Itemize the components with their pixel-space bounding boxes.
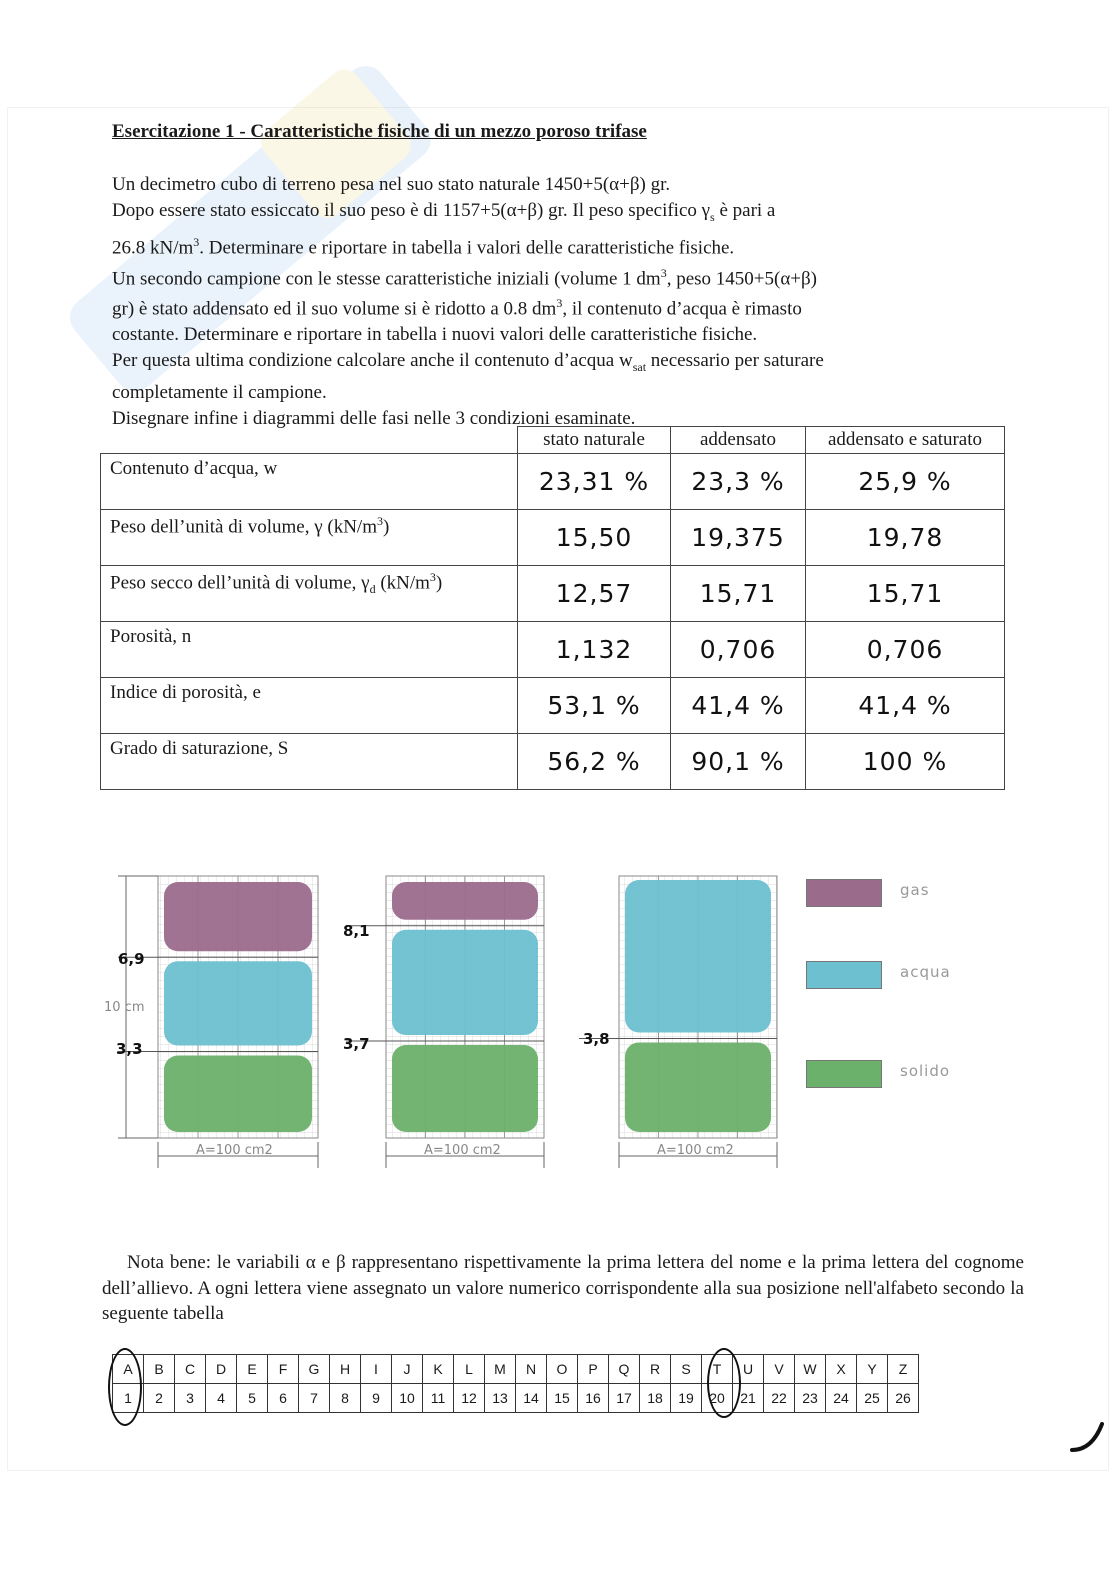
height-label: 10 cm <box>104 1000 145 1015</box>
handwritten-value: 53,1 % <box>518 678 671 734</box>
alphabet-letter: C <box>175 1355 206 1384</box>
alphabet-number: 9 <box>361 1384 392 1413</box>
water-phase <box>625 880 771 1032</box>
alphabet-letter: H <box>330 1355 361 1384</box>
row-label: Indice di porosità, e <box>101 678 518 734</box>
alphabet-number: 2 <box>144 1384 175 1413</box>
legend-label-water: acqua <box>900 963 951 981</box>
handwritten-value: 15,50 <box>518 510 671 566</box>
alphabet-letter: I <box>361 1355 392 1384</box>
row-label: Porosità, n <box>101 622 518 678</box>
properties-table <box>100 426 1005 790</box>
alphabet-number: 21 <box>733 1384 764 1413</box>
area-label: A=100 cm2 <box>196 1143 273 1158</box>
handwritten-value: 90,1 % <box>671 734 806 790</box>
alphabet-number: 19 <box>671 1384 702 1413</box>
alphabet-number: 7 <box>299 1384 330 1413</box>
alphabet-letter: A <box>113 1355 144 1384</box>
alphabet-letter: Y <box>857 1355 888 1384</box>
letters-row <box>113 1355 919 1384</box>
water-phase <box>392 930 538 1035</box>
alphabet-letter: Z <box>888 1355 919 1384</box>
table-row <box>101 622 1005 678</box>
text-line: Per questa ultima condizione calcolare anche il contenuto d’acqua $w_{sat}$ necessario per saturare <box>112 349 824 374</box>
handwritten-value: 23,31 % <box>518 454 671 510</box>
circle-mark-s <box>707 1348 741 1418</box>
alphabet-number: 15 <box>547 1384 578 1413</box>
alphabet-letter: D <box>206 1355 237 1384</box>
alphabet-number: 1 <box>113 1384 144 1413</box>
alphabet-letter: W <box>795 1355 826 1384</box>
checkmark-stroke <box>1068 1420 1108 1456</box>
alphabet-letter: U <box>733 1355 764 1384</box>
alphabet-number: 13 <box>485 1384 516 1413</box>
alphabet-number: 8 <box>330 1384 361 1413</box>
alphabet-letter: J <box>392 1355 423 1384</box>
handwritten-value: 100 % <box>806 734 1005 790</box>
legend-label-gas: gas <box>900 881 930 899</box>
alphabet-letter: X <box>826 1355 857 1384</box>
level-mark: 3,8 <box>583 1030 610 1048</box>
text-line: Dopo essere stato essiccato il suo peso è di 1157+5(α+β) gr. Il peso specifico $\gamma_s$ è pari a <box>112 199 776 224</box>
exercise-text <box>112 172 972 431</box>
area-label: A=100 cm2 <box>424 1143 501 1158</box>
handwritten-value: 0,706 <box>806 622 1005 678</box>
note-paragraph: Nota bene: le variabili α e β rappresentano rispettivamente la prima lettera del nome e la prima lettera del cognome dell’allievo. A ogni lettera viene assegnato un valore numerico corrispondente alla sua posizione nell'alfabeto secondo la seguente tabella <box>102 1252 1024 1324</box>
alphabet-number: 11 <box>423 1384 454 1413</box>
column-header: stato naturale <box>518 427 671 454</box>
handwritten-value: 15,71 <box>806 566 1005 622</box>
solid-phase <box>625 1042 771 1132</box>
level-mark: 6,9 <box>118 950 145 968</box>
table-row <box>101 566 1005 622</box>
handwritten-value: 15,71 <box>671 566 806 622</box>
alphabet-number: 17 <box>609 1384 640 1413</box>
handwritten-value: 0,706 <box>671 622 806 678</box>
alphabet-number: 5 <box>237 1384 268 1413</box>
exercise-title: Esercitazione 1 - Caratteristiche fisiche di un mezzo poroso trifase <box>112 121 647 142</box>
level-mark: 3,3 <box>116 1040 143 1058</box>
alphabet-letter: O <box>547 1355 578 1384</box>
legend-swatch-gas <box>806 879 882 907</box>
text-line: 26.8 $kN/m^3$. Determinare e riportare in tabella i valori delle caratteristiche fisiche. <box>112 234 735 259</box>
alphabet-letter: F <box>268 1355 299 1384</box>
text-line: gr) è stato addensato ed il suo volume si è ridotto a 0.8 $dm^3$, il contenuto d’acqua è rimasto <box>112 296 802 320</box>
column-header: addensato <box>671 427 806 454</box>
alphabet-number: 18 <box>640 1384 671 1413</box>
handwritten-value: 19,375 <box>671 510 806 566</box>
row-label: Contenuto d’acqua, w <box>101 454 518 510</box>
alphabet-letter: R <box>640 1355 671 1384</box>
level-mark: 3,7 <box>343 1035 370 1053</box>
area-label: A=100 cm2 <box>657 1143 734 1158</box>
handwritten-value: 41,4 % <box>806 678 1005 734</box>
alphabet-letter: Q <box>609 1355 640 1384</box>
level-mark: 8,1 <box>343 922 370 940</box>
alphabet-number: 23 <box>795 1384 826 1413</box>
handwritten-value: 56,2 % <box>518 734 671 790</box>
alphabet-letter: K <box>423 1355 454 1384</box>
alphabet-letter: E <box>237 1355 268 1384</box>
alphabet-letter: B <box>144 1355 175 1384</box>
text-line: Disegnare infine i diagrammi delle fasi nelle 3 condizioni esaminate. <box>112 407 636 429</box>
legend-swatch-solid <box>806 1060 882 1088</box>
alphabet-number: 4 <box>206 1384 237 1413</box>
alphabet-letter: N <box>516 1355 547 1384</box>
gas-phase <box>392 882 538 920</box>
text-line: Un secondo campione con le stesse caratteristiche iniziali (volume 1 $dm^3$, peso 1450+5(α+β) <box>112 265 818 289</box>
alphabet-letter: T <box>702 1355 733 1384</box>
table-row <box>101 510 1005 566</box>
alphabet-number: 20 <box>702 1384 733 1413</box>
alphabet-letter: L <box>454 1355 485 1384</box>
table-row <box>101 454 1005 510</box>
phase-diagrams <box>0 860 1116 1190</box>
text-line: Un decimetro cubo di terreno pesa nel suo stato naturale 1450+5(α+β) gr. <box>112 174 671 195</box>
alphabet-letter: V <box>764 1355 795 1384</box>
alphabet-letter: P <box>578 1355 609 1384</box>
row-label: Grado di saturazione, S <box>101 734 518 790</box>
alphabet-number: 25 <box>857 1384 888 1413</box>
alphabet-number: 26 <box>888 1384 919 1413</box>
handwritten-value: 23,3 % <box>671 454 806 510</box>
handwritten-value: 1,132 <box>518 622 671 678</box>
column-header: addensato e saturato <box>806 427 1005 454</box>
alphabet-table <box>112 1354 919 1413</box>
alphabet-number: 16 <box>578 1384 609 1413</box>
table-header-row <box>101 427 1005 454</box>
row-label: Peso secco dell’unità di volume, $\gamma_d$ $(kN/m^3)$ <box>101 566 518 622</box>
alphabet-number: 22 <box>764 1384 795 1413</box>
legend-swatch-water <box>806 961 882 989</box>
alphabet-number: 3 <box>175 1384 206 1413</box>
solid-phase <box>392 1045 538 1132</box>
gas-phase <box>164 882 312 951</box>
legend-label-solid: solido <box>900 1062 951 1080</box>
handwritten-value: 12,57 <box>518 566 671 622</box>
solid-phase <box>164 1056 312 1132</box>
alphabet-number: 24 <box>826 1384 857 1413</box>
numbers-row <box>113 1384 919 1413</box>
text-line: costante. Determinare e riportare in tabella i nuovi valori delle caratteristiche fisiche. <box>112 324 758 346</box>
handwritten-value: 41,4 % <box>671 678 806 734</box>
circle-mark-a <box>108 1348 142 1426</box>
alphabet-number: 10 <box>392 1384 423 1413</box>
water-phase <box>164 961 312 1045</box>
text-line: completamente il campione. <box>112 382 327 404</box>
alphabet-number: 6 <box>268 1384 299 1413</box>
alphabet-number: 12 <box>454 1384 485 1413</box>
alphabet-number: 14 <box>516 1384 547 1413</box>
table-row <box>101 734 1005 790</box>
table-row <box>101 678 1005 734</box>
alphabet-letter: S <box>671 1355 702 1384</box>
handwritten-value: 25,9 % <box>806 454 1005 510</box>
row-label: Peso dell’unità di volume, γ $(kN/m^3)$ <box>101 510 518 566</box>
alphabet-letter: M <box>485 1355 516 1384</box>
table-corner <box>101 427 518 454</box>
alphabet-letter: G <box>299 1355 330 1384</box>
handwritten-value: 19,78 <box>806 510 1005 566</box>
